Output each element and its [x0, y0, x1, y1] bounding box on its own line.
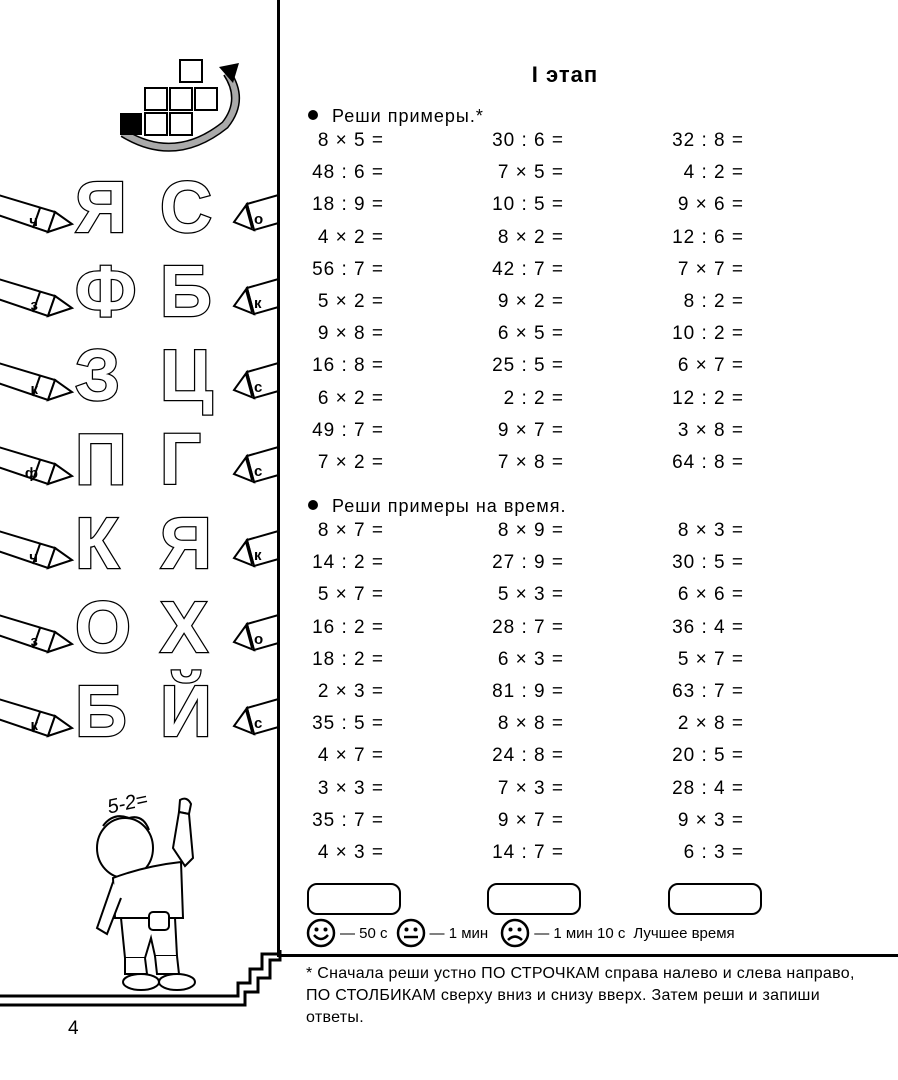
sad-label: — 1 мин 10 с [534, 924, 626, 942]
outline-letter: Я [160, 504, 212, 584]
exercise-cell: 30 : 5 = [672, 552, 744, 574]
page-title: I этап [531, 62, 599, 87]
outline-letter: С [160, 168, 212, 248]
crayon-left-label: к [30, 381, 38, 398]
exercise-row [300, 323, 770, 355]
exercise-cell: 42 : 7 = [492, 258, 564, 280]
exercise-cell: 6 × 6 = [677, 584, 744, 606]
outline-letter: К [75, 504, 119, 584]
exercise-row [300, 520, 770, 552]
bullet [308, 110, 318, 120]
exercise-cell: 12 : 2 = [672, 387, 744, 409]
exercise-cell: 8 × 7 = [317, 520, 384, 541]
exercise-cell: 56 : 7 = [312, 258, 384, 280]
footnote: * Сначала реши устно ПО СТРОЧКАМ справа налево и слева направо, ПО СТОЛБИКАМ сверху вниз и снизу вверх. Затем реши и запиши ответы. [306, 965, 855, 1026]
exercise-cell: 35 : 5 = [312, 713, 384, 735]
exercise-cell: 8 × 3 = [677, 520, 744, 541]
outline-letter: Б [160, 252, 212, 332]
crayon-right-label: с [254, 715, 263, 732]
exercise-cell: 5 × 7 = [317, 584, 384, 606]
crayon-left-icon [0, 268, 75, 318]
exercise-cell: 18 : 9 = [312, 194, 384, 216]
boy-illustration [85, 778, 210, 998]
outline-letter: З [75, 336, 121, 416]
exercise-cell: 6 : 3 = [683, 841, 744, 863]
exercise-cell: 4 × 2 = [317, 226, 384, 248]
exercise-row [300, 130, 770, 162]
exercise-cell: 5 × 2 = [317, 290, 384, 312]
outline-letter: Й [160, 672, 212, 752]
outline-letter: Ф [75, 252, 137, 332]
exercise-cell: 5 × 3 = [497, 584, 564, 606]
exercise-cell: 6 × 7 = [677, 355, 744, 377]
exercise-cell: 4 : 2 = [683, 162, 744, 184]
exercise-cell: 25 : 5 = [492, 355, 564, 377]
exercise-cell: 28 : 7 = [492, 616, 564, 638]
time-box-1[interactable] [307, 883, 401, 915]
exercise-cell: 81 : 9 = [492, 680, 564, 702]
exercise-cell: 36 : 4 = [672, 616, 744, 638]
crayon-right-label: с [254, 379, 263, 396]
exercise-cell: 2 × 3 = [317, 680, 384, 702]
time-box-2[interactable] [487, 883, 581, 915]
exercise-cell: 18 : 2 = [312, 648, 384, 670]
exercise-cell: 12 : 6 = [672, 226, 744, 248]
exercise-row [300, 552, 770, 584]
exercise-cell: 4 × 7 = [317, 745, 384, 767]
exercise-cell: 6 × 2 = [317, 387, 384, 409]
exercise-cell: 4 × 3 = [317, 841, 384, 863]
exercise-cell: 2 : 2 = [503, 387, 564, 409]
exercise-cell: 7 × 5 = [497, 162, 564, 184]
blocks-arrow-logo [115, 55, 245, 155]
crayon-left-label: к [30, 717, 38, 734]
crayon-left-icon [0, 184, 75, 234]
exercise-cell: 27 : 9 = [492, 552, 564, 574]
exercise-cell: 3 × 3 = [317, 777, 384, 799]
crayon-right-icon [232, 352, 277, 402]
exercise-row [300, 810, 770, 842]
time-box-3[interactable] [668, 883, 762, 915]
outline-letter: Ц [160, 336, 213, 416]
exercise-cell: 8 : 2 = [683, 290, 744, 312]
exercise-cell: 32 : 8 = [672, 130, 744, 151]
exercise-cell: 8 × 5 = [317, 130, 384, 151]
exercise-grid-1 [300, 130, 770, 484]
exercise-row [300, 842, 770, 874]
exercise-cell: 9 × 7 = [497, 419, 564, 441]
exercise-row [300, 162, 770, 194]
crayon-left-icon [0, 688, 75, 738]
exercise-cell: 7 × 2 = [317, 451, 384, 473]
crayon-right-label: к [254, 547, 262, 564]
exercise-cell: 8 × 8 = [497, 713, 564, 735]
exercise-cell: 7 × 8 = [497, 451, 564, 473]
exercise-cell: 8 × 2 = [497, 226, 564, 248]
exercise-row [300, 420, 770, 452]
exercise-cell: 9 × 6 = [677, 194, 744, 216]
exercise-cell: 24 : 8 = [492, 745, 564, 767]
exercise-cell: 7 × 3 = [497, 777, 564, 799]
exercise-cell: 6 × 3 = [497, 648, 564, 670]
exercise-cell: 9 × 8 = [317, 323, 384, 345]
exercise-grid-2 [300, 520, 770, 874]
outline-letter: Х [160, 588, 209, 668]
exercise-cell: 35 : 7 = [312, 809, 384, 831]
exercise-row [300, 452, 770, 484]
exercise-row [300, 194, 770, 226]
crayon-right-label: к [254, 295, 262, 312]
sad-face-icon [500, 918, 530, 948]
page-number: 4 [68, 1018, 79, 1039]
exercise-row [300, 388, 770, 420]
exercise-cell: 28 : 4 = [672, 777, 744, 799]
exercise-cell: 30 : 6 = [492, 130, 564, 151]
exercise-row [300, 259, 770, 291]
crayon-right-icon [232, 520, 277, 570]
exercise-cell: 3 × 8 = [677, 419, 744, 441]
exercise-row [300, 745, 770, 777]
happy-face-icon [306, 918, 336, 948]
crayon-left-icon [0, 352, 75, 402]
crayon-left-label: ч [29, 549, 38, 566]
exercise-cell: 9 × 2 = [497, 290, 564, 312]
time-legend [306, 918, 739, 948]
exercise-row [300, 355, 770, 387]
crayon-left-label: з [30, 297, 38, 314]
exercise-cell: 16 : 8 = [312, 355, 384, 377]
outline-letter: Я [75, 168, 127, 248]
instruction-2 [308, 496, 567, 517]
exercise-cell: 10 : 5 = [492, 194, 564, 216]
crayon-right-icon [232, 688, 277, 738]
outline-letter: Б [75, 672, 127, 752]
exercise-cell: 6 × 5 = [497, 323, 564, 345]
exercise-row [300, 291, 770, 323]
crayon-right-icon [232, 436, 277, 486]
exercise-row [300, 649, 770, 681]
outline-letter: О [75, 588, 132, 668]
exercise-cell: 14 : 2 = [312, 552, 384, 574]
instruction-1-text: Реши примеры.* [332, 106, 484, 126]
crayon-left-label: з [30, 633, 38, 650]
exercise-row [300, 227, 770, 259]
instruction-1 [308, 106, 484, 127]
bullet [308, 500, 318, 510]
exercise-row [300, 778, 770, 810]
exercise-cell: 7 × 7 = [677, 258, 744, 280]
exercise-cell: 49 : 7 = [312, 419, 384, 441]
exercise-cell: 8 × 9 = [497, 520, 564, 541]
best-time-label: Лучшее время [633, 924, 735, 942]
instruction-2-text: Реши примеры на время. [332, 496, 567, 516]
exercise-row [300, 584, 770, 616]
crayon-right-icon [232, 268, 277, 318]
page-divider-vertical [277, 0, 280, 955]
happy-label: — 50 с [340, 924, 388, 942]
neutral-label: — 1 мин [429, 924, 489, 942]
exercise-row [300, 713, 770, 745]
exercise-cell: 20 : 5 = [672, 745, 744, 767]
exercise-cell: 2 × 8 = [677, 713, 744, 735]
crayon-right-icon [232, 604, 277, 654]
exercise-cell: 48 : 6 = [312, 162, 384, 184]
exercise-cell: 9 × 3 = [677, 809, 744, 831]
exercise-cell: 14 : 7 = [492, 841, 564, 863]
exercise-cell: 10 : 2 = [672, 323, 744, 345]
exercise-cell: 16 : 2 = [312, 616, 384, 638]
exercise-row [300, 617, 770, 649]
chalk-text: 5-2= [105, 788, 150, 819]
page-divider-horizontal [277, 954, 898, 957]
crayon-left-label: ч [29, 213, 38, 230]
crayon-left-icon [0, 520, 75, 570]
crayon-left-label: ф [24, 465, 38, 482]
crayon-right-label: о [254, 631, 264, 648]
crayon-left-icon [0, 436, 75, 486]
crayon-right-label: с [254, 463, 263, 480]
exercise-cell: 64 : 8 = [672, 451, 744, 473]
crayon-left-icon [0, 604, 75, 654]
exercise-cell: 9 × 7 = [497, 809, 564, 831]
exercise-row [300, 681, 770, 713]
neutral-face-icon [396, 918, 426, 948]
crayon-right-icon [232, 184, 277, 234]
crayon-right-label: о [254, 211, 264, 228]
exercise-cell: 63 : 7 = [672, 680, 744, 702]
exercise-cell: 5 × 7 = [677, 648, 744, 670]
outline-letter: П [75, 420, 127, 500]
outline-letter: Г [160, 420, 201, 500]
